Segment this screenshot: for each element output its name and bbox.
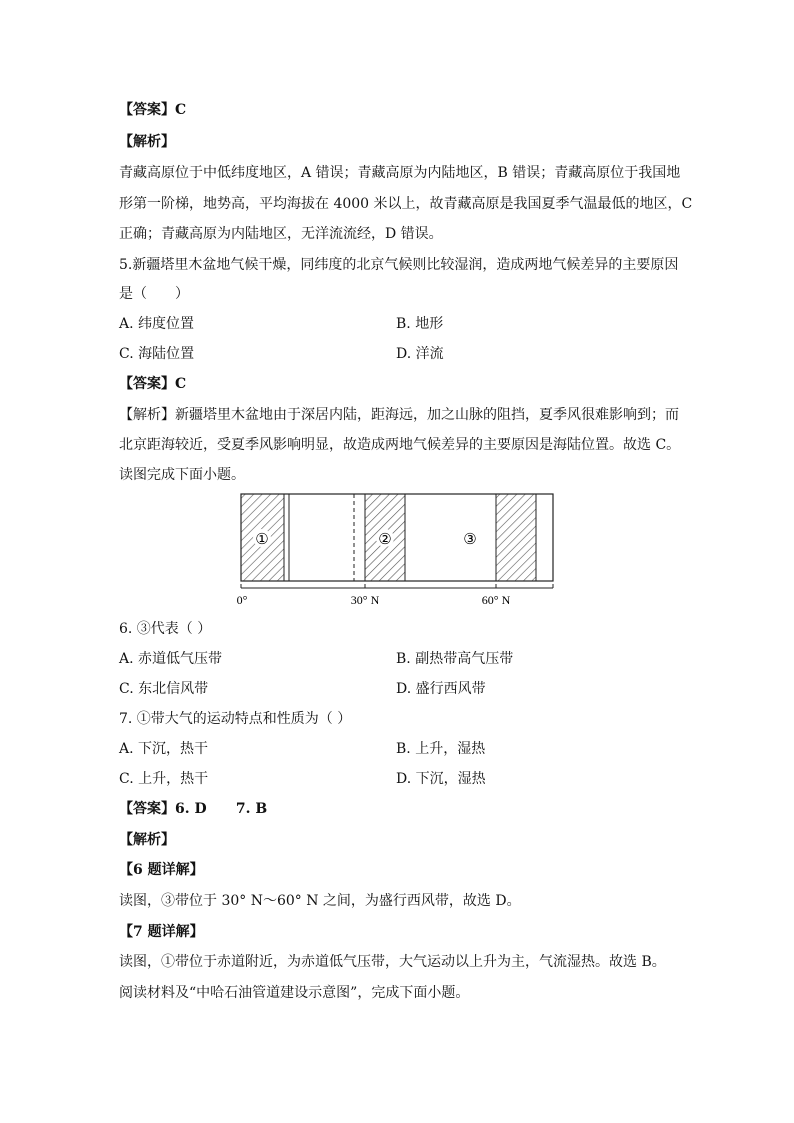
- q6-stem: 6. ③代表（ ）: [119, 621, 212, 637]
- q6-option-a: A. 赤道低气压带: [119, 651, 223, 667]
- q5-option-d: D. 洋流: [396, 346, 444, 362]
- group-intro: 读图完成下面小题。: [119, 467, 245, 483]
- q7-detail: 读图，①带位于赤道附近，为赤道低气压带，大气运动以上升为主，气流湿热。故选 B。: [119, 954, 666, 970]
- analysis-6-7-label: 【解析】: [119, 832, 175, 848]
- pressure-wind-belt-diagram: [232, 490, 558, 608]
- band-label-3: ③: [463, 530, 477, 548]
- q4-analysis-line: 青藏高原位于中低纬度地区，A 错误；青藏高原为内陆地区，B 错误；青藏高原位于我国地: [119, 165, 681, 181]
- q6-option-c: C. 东北信风带: [119, 681, 209, 697]
- band-label-1: ①: [255, 530, 269, 548]
- q6-option-d: D. 盛行西风带: [396, 681, 486, 697]
- q7-option-a: A. 下沉，热干: [119, 741, 209, 757]
- band-4-hatched: [496, 494, 536, 581]
- q7-option-b: B. 上升，湿热: [396, 741, 486, 757]
- q6-detail-label: 【6 题详解】: [119, 862, 204, 878]
- q7-detail-label: 【7 题详解】: [119, 924, 204, 940]
- axis-label-0: 0°: [236, 593, 248, 607]
- answers-6-7: 【答案】6. D 7. B: [119, 801, 268, 817]
- q5-answer: 【答案】C: [119, 376, 187, 392]
- q5-analysis-line: 【解析】新疆塔里木盆地由于深居内陆，距海远，加之山脉的阻挡，夏季风很难影响到；而: [119, 407, 679, 423]
- q6-detail: 读图，③带位于 30° N～60° N 之间，为盛行西风带，故选 D。: [119, 893, 521, 909]
- q5-stem: 5.新疆塔里木盆地气候干燥，同纬度的北京气候则比较湿润，造成两地气候差异的主要原因: [119, 257, 679, 273]
- q5-analysis-line: 北京距海较近，受夏季风影响明显，故造成两地气候差异的主要原因是海陆位置。故选 C。: [119, 437, 681, 453]
- axis-label-60n: 60° N: [481, 593, 511, 607]
- q5-option-c: C. 海陆位置: [119, 346, 195, 362]
- band-label-2: ②: [378, 530, 392, 548]
- q4-analysis-line: 正确；青藏高原为内陆地区，无洋流流经，D 错误。: [119, 226, 443, 242]
- q7-option-c: C. 上升，热干: [119, 771, 209, 787]
- q4-analysis-label: 【解析】: [119, 134, 175, 150]
- q5-stem: 是（ ）: [119, 286, 189, 302]
- q5-option-b: B. 地形: [396, 316, 444, 332]
- axis-label-30n: 30° N: [350, 593, 380, 607]
- q7-stem: 7. ①带大气的运动特点和性质为（ ）: [119, 711, 352, 727]
- q4-answer: 【答案】C: [119, 102, 187, 118]
- q5-option-a: A. 纬度位置: [119, 316, 195, 332]
- q7-option-d: D. 下沉，湿热: [396, 771, 486, 787]
- q4-analysis-line: 形第一阶梯，地势高，平均海拔在 4000 米以上，故青藏高原是我国夏季气温最低的地区，C: [119, 196, 693, 212]
- next-intro: 阅读材料及“中哈石油管道建设示意图”，完成下面小题。: [119, 985, 470, 1001]
- q6-option-b: B. 副热带高气压带: [396, 651, 514, 667]
